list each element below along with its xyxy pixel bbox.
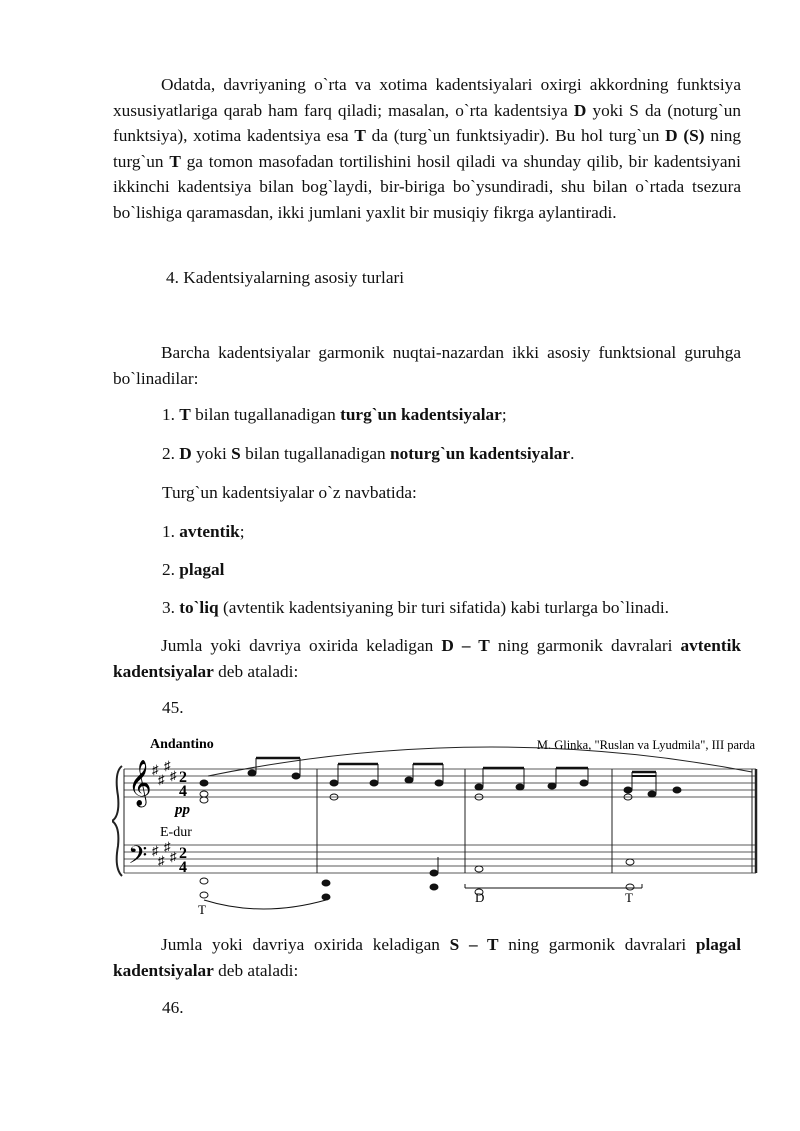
example-number-45: 45. [162, 698, 184, 717]
system-brace [112, 766, 122, 876]
list-number: 1. [162, 405, 180, 424]
tempo-marking: Andantino [150, 737, 214, 752]
bold-term: D [179, 444, 192, 463]
key-label: E-dur [160, 825, 192, 840]
text-span: yoki S da (noturg`un funktsiya), xotima kadentsiya esa [113, 100, 741, 146]
text-span: . [570, 444, 575, 463]
text-span: (avtentik kadentsiyaning bir turi sifatida) kabi turlarga bo`linadi. [218, 598, 669, 617]
paragraph-authentic-definition [113, 633, 741, 684]
text-span: ga tomon masofadan tortilishini hosil qiladi va shunday qilib, bir kadentsiyani ikkinchi kadentsiya bilan bog`laydi, bir-biriga bo`ysundiradi, shu bilan o`rtada tsezura bo`lishiga qaramasdan, ikki jumlani yaxlit bir musiqiy fikrga aylantiradi. [113, 151, 741, 222]
text-span: bilan tugallanadigan [190, 405, 341, 424]
function-label-d: D [475, 890, 485, 905]
function-label-t2: T [625, 890, 633, 905]
text-span: Jumla yoki davriya oxirida keladigan [161, 935, 450, 954]
text-span: Jumla yoki davriya oxirida keladigan [161, 636, 442, 655]
text-span: ; [501, 405, 507, 424]
example-number-46: 46. [162, 998, 184, 1017]
text-span: yoki [191, 444, 232, 463]
paragraph-subtypes: Turg`un kadentsiyalar o`z navbatida: [162, 483, 417, 502]
bold-term: turg`un kadentsiyalar [340, 405, 502, 424]
bold-term: T [354, 126, 366, 146]
bold-term: D [573, 100, 587, 120]
list-number: 1. [162, 522, 180, 541]
section-heading: 4. Kadentsiyalarning asosiy turlari [166, 268, 405, 287]
bold-term: S [231, 444, 241, 463]
list-item-plagal [162, 558, 224, 582]
text-span: bilan tugallanadigan [240, 444, 391, 463]
bold-term: noturg`un kadentsiyalar [390, 444, 571, 463]
bold-term: plagal [179, 560, 225, 579]
text-span: ; [239, 522, 245, 541]
bass-time-top: 2 [179, 845, 187, 862]
svg-text:♯: ♯ [158, 853, 165, 868]
svg-text:♯: ♯ [152, 843, 159, 858]
dynamic-marking: pp [175, 802, 190, 818]
paragraph-cadence-function [113, 72, 741, 226]
text-span: Odatda, davriyaning o`rta va xotima kadentsiyalari oxirgi akkordning funktsiya xususiyatlariga qarab ham farq qiladi; masalan, o`rta kadentsiya [113, 75, 741, 120]
text-span: deb ataladi: [213, 960, 299, 980]
paragraph-groups: Barcha kadentsiyalar garmonik nuqtai-nazardan ikki asosiy funktsional guruhga bo`linadilar: [113, 343, 741, 388]
svg-text:♯: ♯ [164, 839, 171, 854]
list-item-authentic [162, 520, 245, 544]
function-label-t1: T [198, 902, 206, 917]
svg-text:♯: ♯ [170, 768, 177, 783]
list-item-unstable [162, 442, 574, 466]
text-span: ning garmonik davralari [498, 935, 696, 954]
treble-time-top: 2 [179, 769, 187, 786]
paragraph-plagal-definition [113, 932, 741, 983]
list-item-complete [162, 596, 669, 620]
text-span: ning turg`un [113, 126, 742, 171]
text-span: ning garmonik davralari [489, 636, 681, 655]
list-number: 2. [162, 560, 180, 579]
bold-term: T [169, 151, 181, 171]
bass-time-bottom: 4 [179, 859, 187, 876]
text-span: da (turg`un funktsiyadir). Bu hol turg`un [365, 126, 666, 146]
list-number: 2. [162, 444, 180, 463]
bass-clef-icon: 𝄢 [128, 842, 148, 875]
bold-term: D (S) [665, 126, 705, 146]
music-score-example-45 [112, 732, 762, 922]
svg-text:♯: ♯ [152, 762, 159, 777]
bold-term: D – T [441, 636, 490, 655]
svg-text:♯: ♯ [164, 758, 171, 773]
treble-clef-icon: 𝄞 [128, 760, 152, 805]
bass-staff [124, 845, 756, 873]
bold-term: T [179, 405, 191, 424]
svg-text:♯: ♯ [170, 849, 177, 864]
list-item-stable [162, 403, 507, 427]
svg-text:♯: ♯ [158, 772, 165, 787]
bold-term: S – T [449, 935, 499, 954]
treble-time-bottom: 4 [179, 783, 187, 800]
text-span: deb ataladi: [213, 661, 299, 681]
bold-term: avtentik kadentsiyalar [113, 636, 741, 681]
bass-notes [200, 857, 642, 909]
list-number: 3. [162, 598, 180, 617]
bold-term: avtentik [179, 522, 240, 541]
bold-term: plagal kadentsiyalar [113, 935, 741, 980]
source-attribution: M. Glinka, "Ruslan va Lyudmila", III parda [536, 738, 755, 752]
bass-key-signature [152, 839, 177, 868]
bold-term: to`liq [179, 598, 219, 617]
